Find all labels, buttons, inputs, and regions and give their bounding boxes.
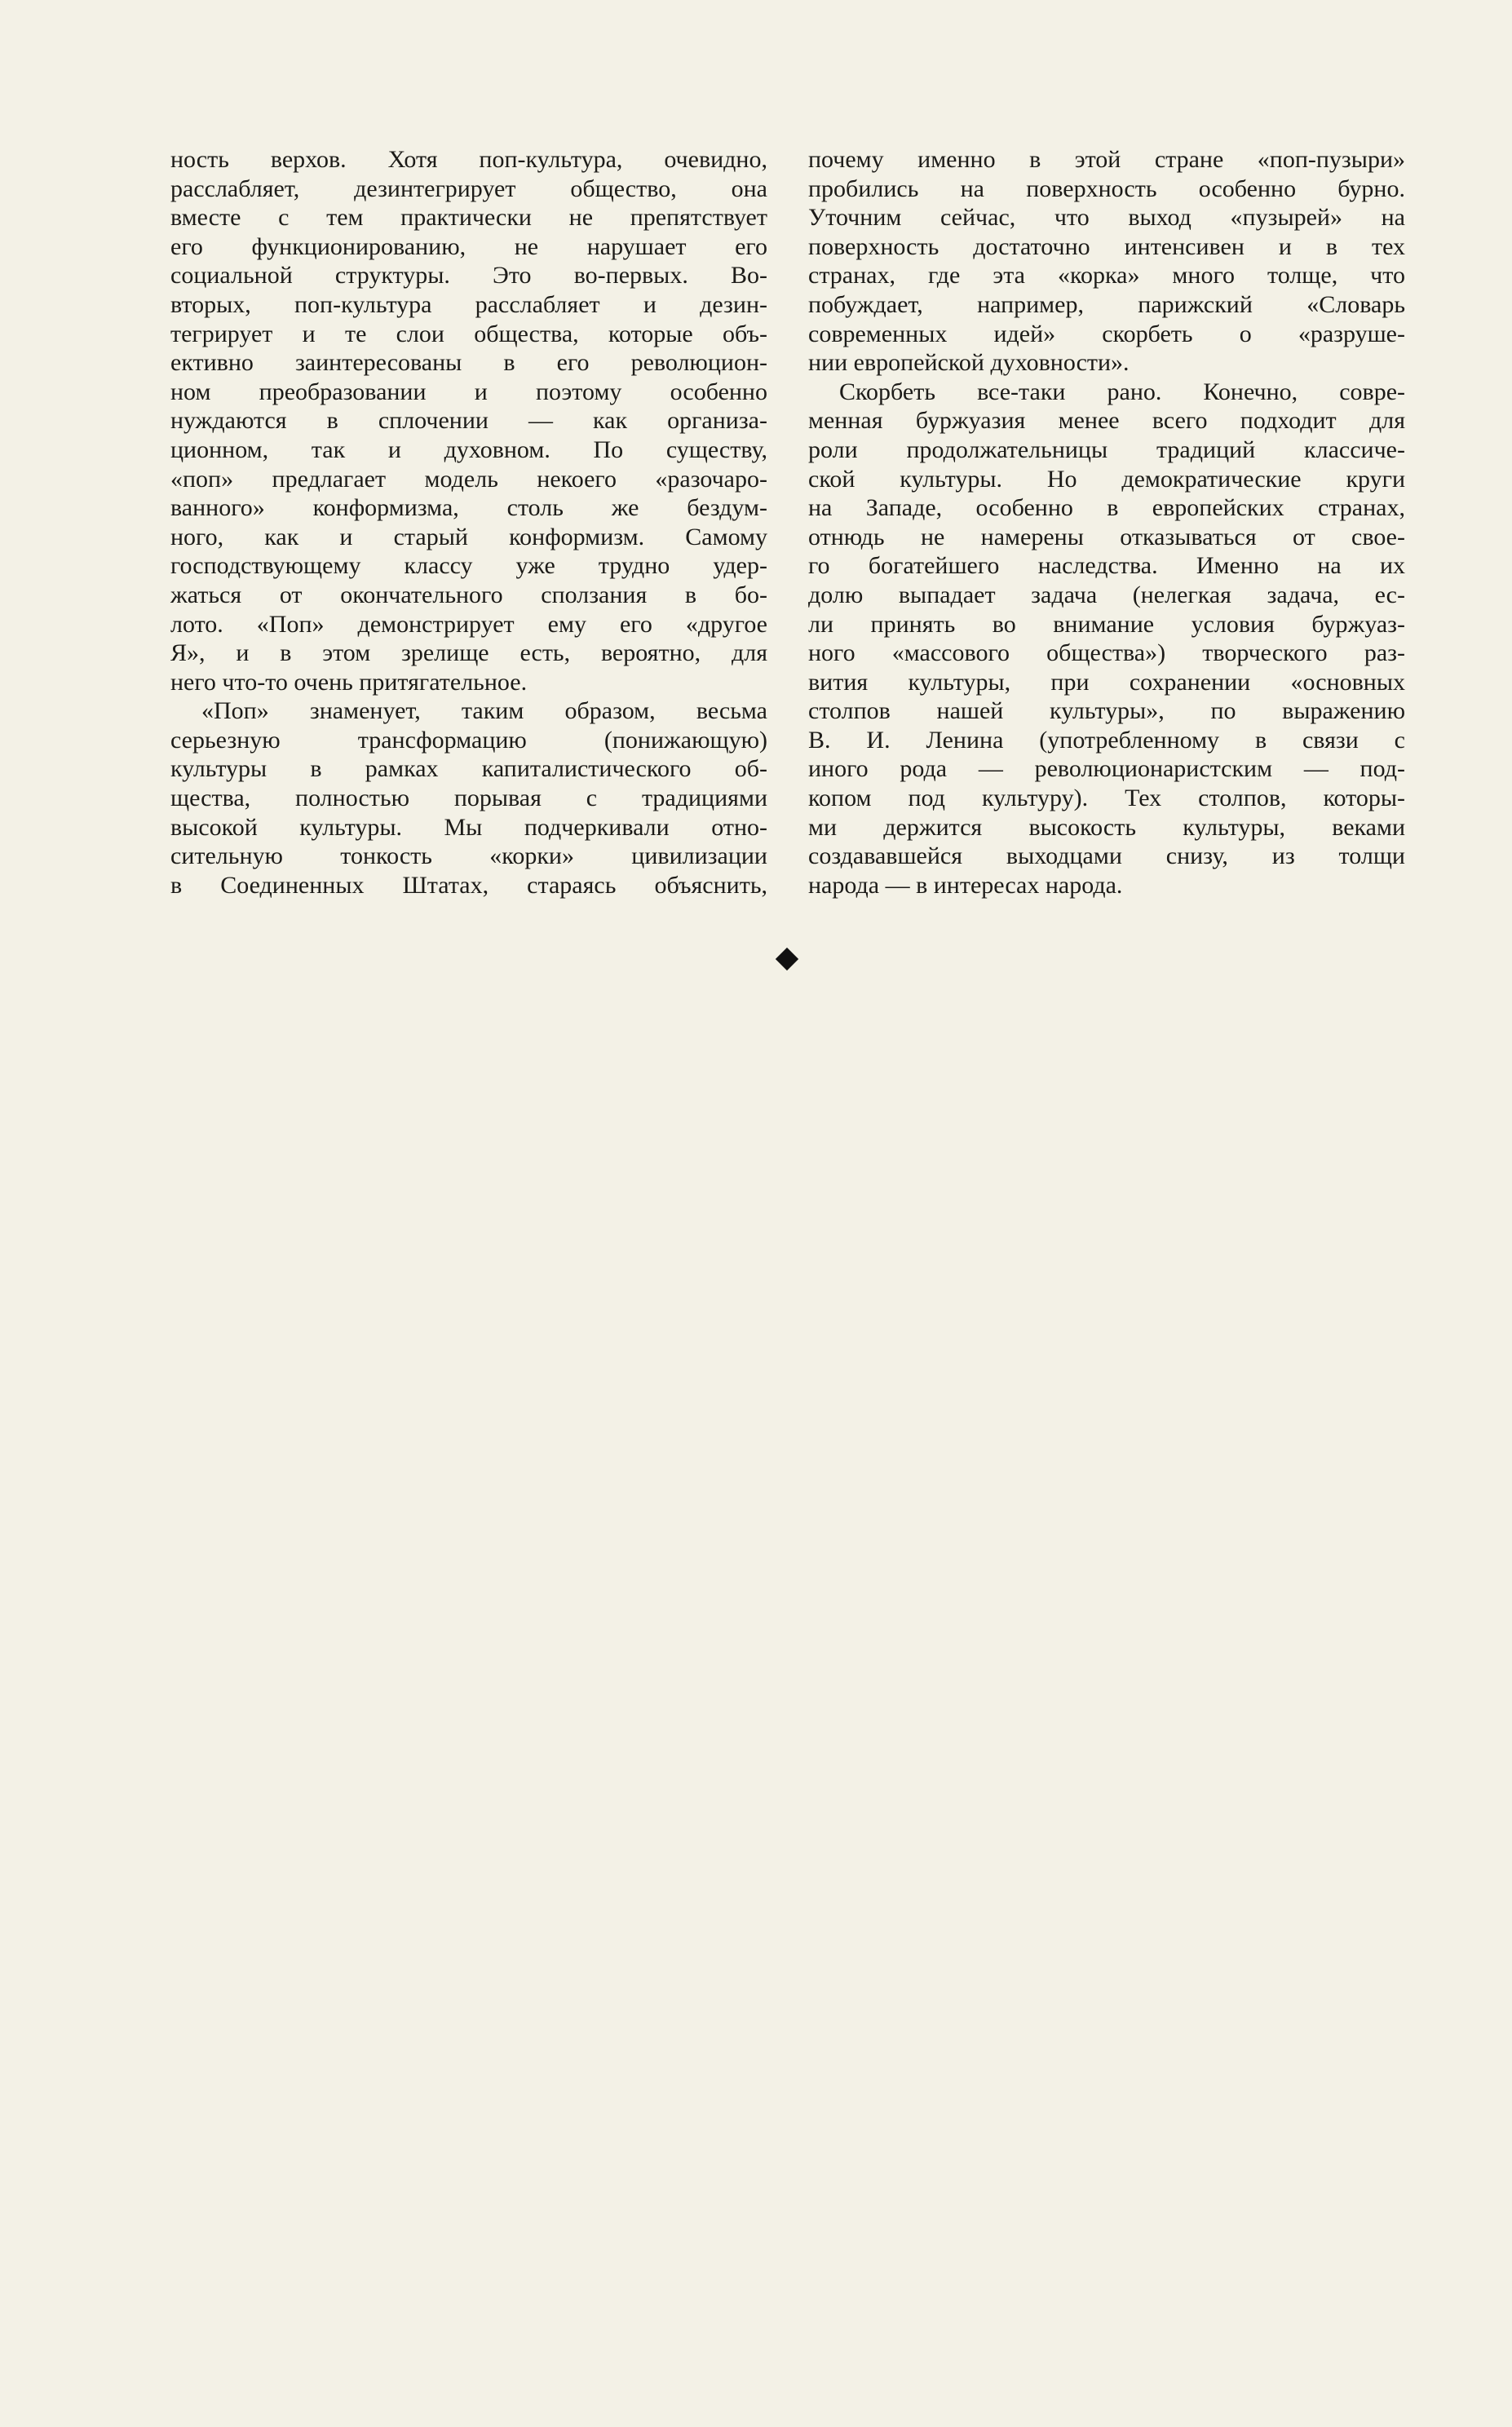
text-line: в Соединенных Штатах, стараясь объяснить, <box>170 871 767 899</box>
text-line: него что-то очень притягательное. <box>170 668 528 696</box>
text-line: пробились на поверхность особенно бурно. <box>808 175 1405 202</box>
text-line: копом под культуру). Тех столпов, которы- <box>808 785 1405 812</box>
text-line: нии европейской духовности». <box>808 349 1130 377</box>
text-line: отнюдь не намерены отказываться от свое- <box>808 523 1405 550</box>
text-line: менная буржуазия менее всего подходит для <box>808 407 1405 435</box>
text-line: лото. «Поп» демонстрирует ему его «другое <box>170 610 767 638</box>
text-line: «поп» предлагает модель некоего «разочаро- <box>170 465 767 493</box>
text-column-left <box>170 145 767 900</box>
text-line: побуждает, например, парижский «Словарь <box>808 290 1405 318</box>
text-line: «Поп» знаменует, таким образом, весьма <box>201 697 767 725</box>
text-line: ционном, так и духовном. По существу, <box>170 435 767 463</box>
text-column-right <box>808 145 1405 900</box>
diamond-icon <box>776 948 798 970</box>
text-line: ективно заинтересованы в его революцион- <box>170 349 767 377</box>
text-line: вместе с тем практически не препятствует <box>170 204 767 232</box>
text-line: долю выпадает задача (нелегкая задача, ес- <box>808 581 1405 608</box>
text-line: тегрирует и те слои общества, которые объ- <box>170 320 767 347</box>
text-line: расслабляет, дезинтегрирует общество, она <box>170 175 767 202</box>
text-line: вития культуры, при сохранении «основных <box>808 668 1405 696</box>
text-line: Скорбеть все-таки рано. Конечно, совре- <box>839 378 1405 405</box>
text-line: Я», и в этом зрелище есть, вероятно, для <box>170 639 767 667</box>
text-line: серьезную трансформацию (понижающую) <box>170 726 767 754</box>
text-line: В. И. Ленина (употребленному в связи с <box>808 726 1405 754</box>
text-line: почему именно в этой стране «поп-пузыри» <box>808 146 1405 173</box>
text-line: современных идей» скорбеть о «разруше- <box>808 320 1405 347</box>
text-line: иного рода — революционаристским — под- <box>808 755 1405 783</box>
text-line: го богатейшего наследства. Именно на их <box>808 552 1405 580</box>
text-line: ного «массового общества») творческого раз- <box>808 639 1405 667</box>
text-line: ного, как и старый конформизм. Самому <box>170 523 767 550</box>
text-line: ли принять во внимание условия буржуаз- <box>808 610 1405 638</box>
text-line: народа — в интересах народа. <box>808 871 1123 899</box>
text-line: господствующему классу уже трудно удер- <box>170 552 767 580</box>
text-line: вторых, поп-культура расслабляет и дезин- <box>170 290 767 318</box>
text-line: культуры в рамках капиталистического об- <box>170 755 767 783</box>
text-line: социальной структуры. Это во-первых. Во- <box>170 262 767 290</box>
text-line: ванного» конформизма, столь же бездум- <box>170 494 767 522</box>
text-line: высокой культуры. Мы подчеркивали отно- <box>170 813 767 841</box>
text-line: жаться от окончательного сползания в бо- <box>170 581 767 608</box>
text-line: странах, где эта «корка» много толще, что <box>808 262 1405 290</box>
text-line: создававшейся выходцами снизу, из толщи <box>808 842 1405 870</box>
text-line: ми держится высокость культуры, веками <box>808 813 1405 841</box>
text-line: Уточним сейчас, что выход «пузырей» на <box>808 204 1405 232</box>
text-line: на Западе, особенно в европейских странах, <box>808 494 1405 522</box>
text-line: сительную тонкость «корки» цивилизации <box>170 842 767 870</box>
text-line: нуждаются в сплочении — как организа- <box>170 407 767 435</box>
text-line: ность верхов. Хотя поп-культура, очевидно, <box>170 146 767 173</box>
text-line: столпов нашей культуры», по выражению <box>808 697 1405 725</box>
text-line: ном преобразовании и поэтому особенно <box>170 378 767 405</box>
text-line: щества, полностью порывая с традициями <box>170 785 767 812</box>
text-line: роли продолжательницы традиций классиче- <box>808 435 1405 463</box>
text-line: ской культуры. Но демократические круги <box>808 465 1405 493</box>
text-line: поверхность достаточно интенсивен и в тех <box>808 232 1405 260</box>
text-line: его функционированию, не нарушает его <box>170 232 767 260</box>
